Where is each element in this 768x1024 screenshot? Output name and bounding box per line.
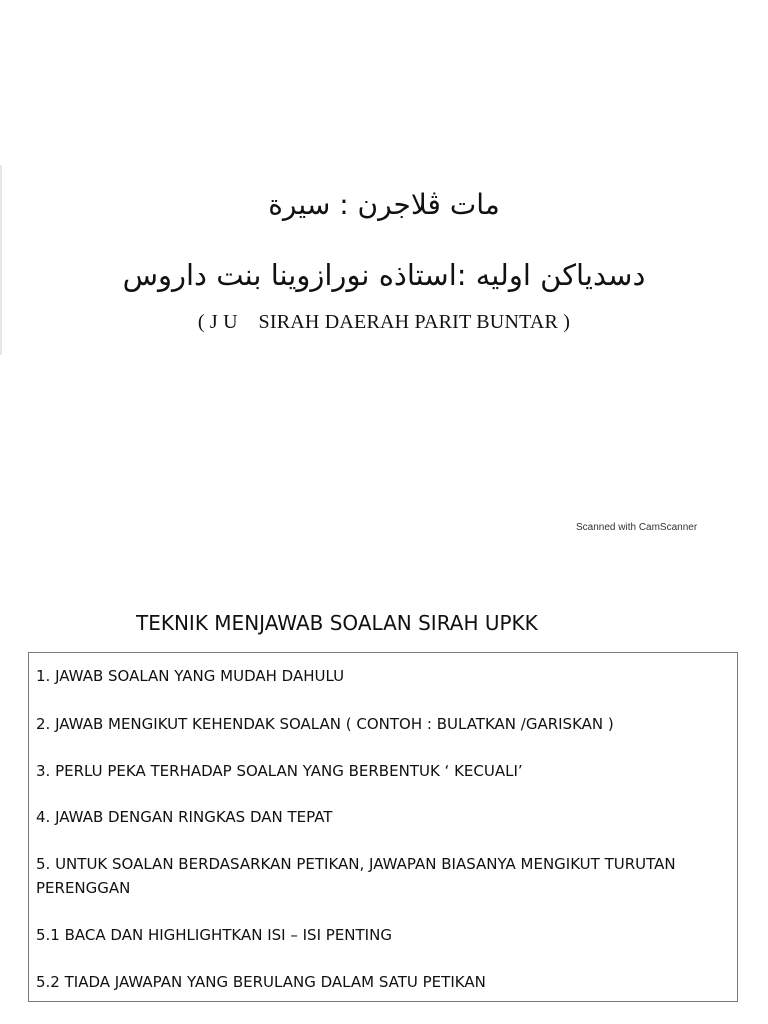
section-title: TEKNIK MENJAWAB SOALAN SIRAH UPKK (136, 611, 538, 635)
cover-title-arabic: مات ڤلاجرن : سيرة (268, 188, 500, 221)
tip-item-1: 1. JAWAB SOALAN YANG MUDAH DAHULU (36, 667, 345, 685)
tip-item-4: 4. JAWAB DENGAN RINGKAS DAN TEPAT (36, 808, 333, 826)
scanner-watermark: Scanned with CamScanner (576, 522, 698, 533)
tips-list (28, 652, 738, 1002)
tip-item-5-2: 5.2 TIADA JAWAPAN YANG BERULANG DALAM SATU PETIKAN (36, 973, 486, 991)
cover-subtitle: ( J U SIRAH DAERAH PARIT BUNTAR ) (197, 311, 571, 333)
tip-item-2: 2. JAWAB MENGIKUT KEHENDAK SOALAN ( CONTOH : BULATKAN /GARISKAN ) (36, 715, 614, 733)
tip-item-5: 5. UNTUK SOALAN BERDASARKAN PETIKAN, JAWAPAN BIASANYA MENGIKUT TURUTAN PERENGGAN (36, 855, 676, 897)
tip-item-5-1: 5.1 BACA DAN HIGHLIGHTKAN ISI – ISI PENTING (36, 926, 392, 944)
cover-author-arabic: دسدياكن اوليه :استاذه نورازوينا بنت داروس (122, 258, 646, 292)
tip-item-3: 3. PERLU PEKA TERHADAP SOALAN YANG BERBENTUK ‘ KECUALI’ (36, 762, 523, 780)
